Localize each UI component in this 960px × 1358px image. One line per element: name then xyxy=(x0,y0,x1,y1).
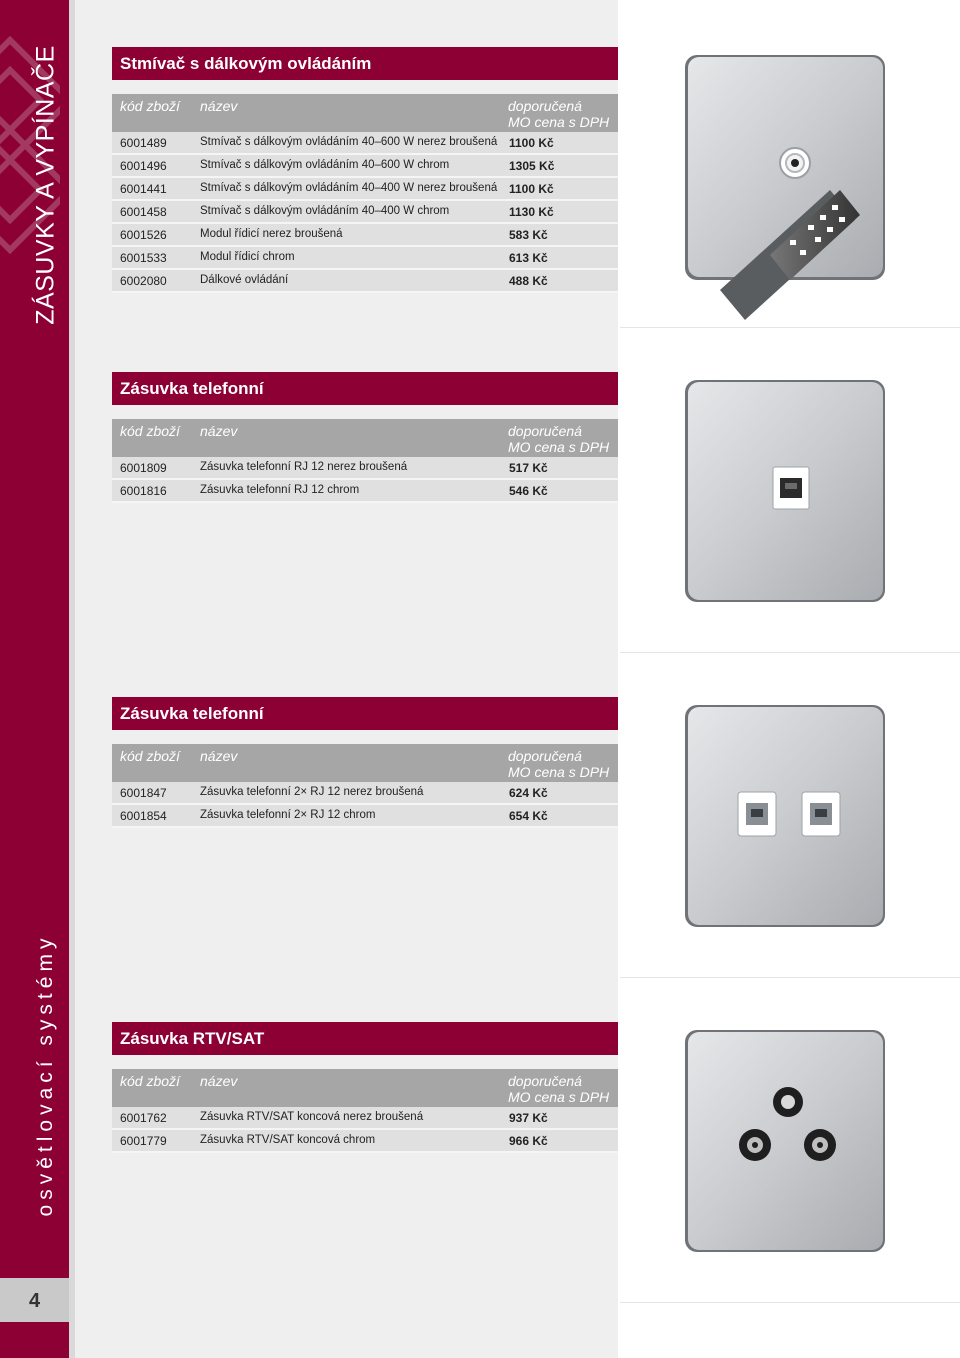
section-double-phone-socket xyxy=(112,697,618,828)
dimmer-remote-product-image xyxy=(640,45,940,345)
table-row: 6001489 Stmívač s dálkovým ovládáním 40–600 W nerez broušená 1100 Kč xyxy=(112,132,618,155)
table-header xyxy=(112,1069,618,1107)
column-code-label: kód zboží xyxy=(120,748,180,764)
table-header xyxy=(112,419,618,457)
table-header xyxy=(112,744,618,782)
column-price-label: doporučená MO cena s DPH xyxy=(508,748,610,780)
sidebar-category-title: ZÁSUVKY A VYPÍNAČE xyxy=(31,45,60,325)
section-rtv-sat-socket xyxy=(112,1022,618,1153)
column-code-label: kód zboží xyxy=(120,98,180,114)
sidebar-bottom-strip xyxy=(0,1322,69,1358)
section-title: Stmívač s dálkovým ovládáním xyxy=(112,47,618,80)
table-row: 6001526 Modul řídicí nerez broušená 583 Kč xyxy=(112,224,618,247)
table-row: 6001533 Modul řídicí chrom 613 Kč xyxy=(112,247,618,270)
phone-socket-product-image xyxy=(640,370,940,670)
table-row: 6001779 Zásuvka RTV/SAT koncová chrom 966 Kč xyxy=(112,1130,618,1153)
table-row: 6001496 Stmívač s dálkovým ovládáním 40–600 W chrom 1305 Kč xyxy=(112,155,618,178)
column-price-label: doporučená MO cena s DPH xyxy=(508,1073,610,1105)
table-row: 6001809 Zásuvka telefonní RJ 12 nerez broušená 517 Kč xyxy=(112,457,618,480)
table-row: 6001458 Stmívač s dálkovým ovládáním 40–400 W chrom 1130 Kč xyxy=(112,201,618,224)
double-phone-socket-product-image xyxy=(640,695,940,995)
column-code-label: kód zboží xyxy=(120,1073,180,1089)
column-name-label: název xyxy=(200,98,238,114)
column-code-label: kód zboží xyxy=(120,423,180,439)
rtv-sat-socket-product-image xyxy=(640,1020,940,1320)
section-title: Zásuvka RTV/SAT xyxy=(112,1022,618,1055)
table-row: 6001441 Stmívač s dálkovým ovládáním 40–400 W nerez broušená 1100 Kč xyxy=(112,178,618,201)
column-price-label: doporučená MO cena s DPH xyxy=(508,98,610,130)
table-row: 6001847 Zásuvka telefonní 2× RJ 12 nerez broušená 624 Kč xyxy=(112,782,618,805)
table-row: 6002080 Dálkové ovládání 488 Kč xyxy=(112,270,618,293)
table-row: 6001762 Zásuvka RTV/SAT koncová nerez broušená 937 Kč xyxy=(112,1107,618,1130)
section-title: Zásuvka telefonní xyxy=(112,697,618,730)
column-name-label: název xyxy=(200,423,238,439)
table-header xyxy=(112,94,618,132)
section-dimmer xyxy=(112,47,618,293)
column-name-label: název xyxy=(200,1073,238,1089)
table-row: 6001854 Zásuvka telefonní 2× RJ 12 chrom 654 Kč xyxy=(112,805,618,828)
section-phone-socket xyxy=(112,372,618,503)
section-title: Zásuvka telefonní xyxy=(112,372,618,405)
page-number: 4 xyxy=(28,1290,41,1312)
table-row: 6001816 Zásuvka telefonní RJ 12 chrom 546 Kč xyxy=(112,480,618,503)
sidebar-system-label: osvětlovací systémy xyxy=(34,933,57,1217)
column-name-label: název xyxy=(200,748,238,764)
column-price-label: doporučená MO cena s DPH xyxy=(508,423,610,455)
